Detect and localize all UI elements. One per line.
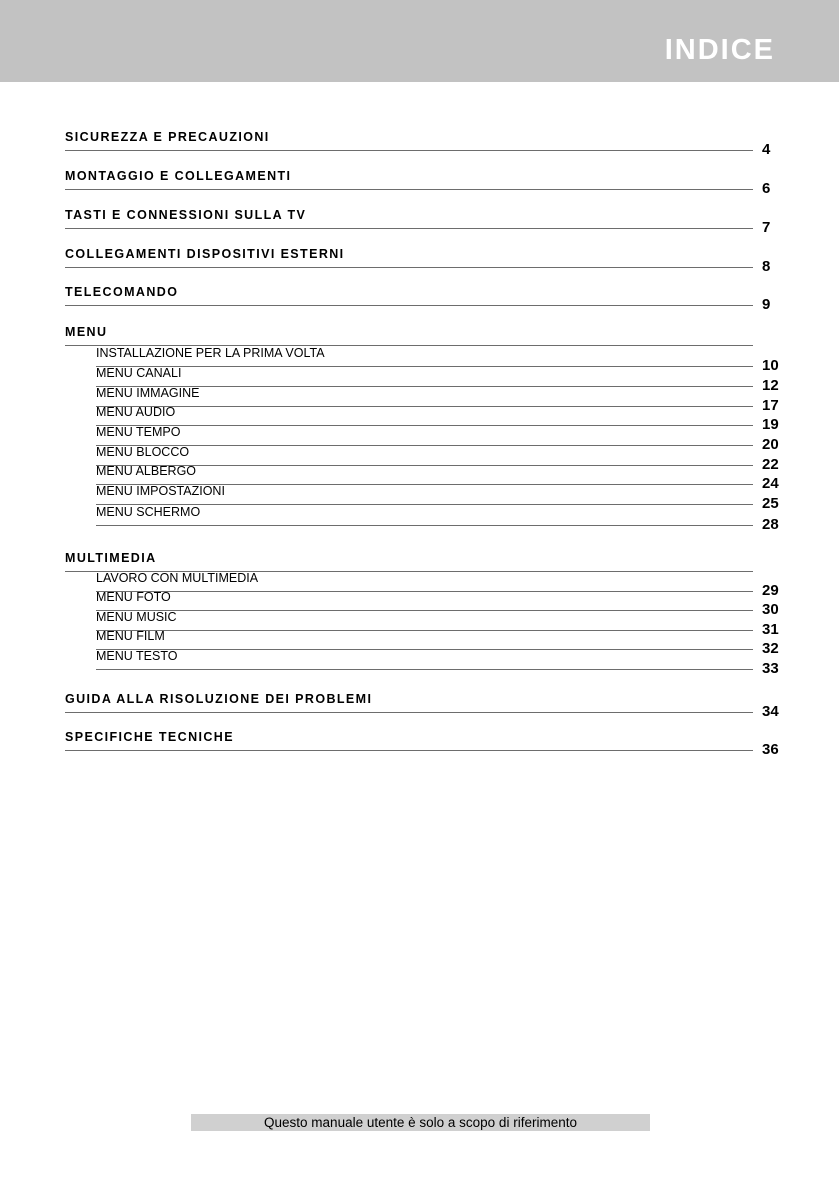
toc-section[interactable] [0, 203, 839, 236]
toc-rule [65, 305, 753, 306]
toc-subsection[interactable] [0, 644, 839, 677]
toc-rule [65, 150, 753, 151]
toc-label: MULTIMEDIA [65, 550, 157, 565]
toc-page-number: 31 [762, 621, 779, 638]
toc-rule [65, 750, 753, 751]
toc-label: LAVORO CON MULTIMEDIA [96, 570, 259, 585]
toc-page-number: 19 [762, 416, 779, 433]
toc-page-number: 17 [762, 397, 779, 414]
toc-label: MENU FOTO [96, 589, 171, 604]
toc-label: MENU IMPOSTAZIONI [96, 483, 225, 498]
toc-section[interactable] [0, 725, 839, 758]
toc-label: MENU [65, 324, 108, 339]
toc-label: SICUREZZA E PRECAUZIONI [65, 129, 270, 144]
toc-page-number: 9 [762, 296, 771, 313]
toc-label: MENU BLOCCO [96, 444, 190, 459]
toc-page-number: 30 [762, 601, 779, 618]
toc-label: MENU AUDIO [96, 404, 176, 419]
toc-page-number: 24 [762, 475, 779, 492]
toc-label: MENU MUSIC [96, 609, 177, 624]
toc-rule [96, 669, 753, 670]
toc-section[interactable] [0, 164, 839, 197]
toc-label: COLLEGAMENTI DISPOSITIVI ESTERNI [65, 246, 345, 261]
toc-section[interactable] [0, 280, 839, 313]
toc-label: MENU TESTO [96, 648, 178, 663]
toc-page-number: 12 [762, 377, 779, 394]
toc-label: SPECIFICHE TECNICHE [65, 729, 234, 744]
toc-page-number: 28 [762, 516, 779, 533]
toc-page-number: 4 [762, 141, 771, 158]
toc-page-number: 33 [762, 660, 779, 677]
toc-rule [65, 228, 753, 229]
toc-section[interactable] [0, 242, 839, 275]
toc-rule [65, 189, 753, 190]
toc-page-number: 8 [762, 258, 771, 275]
toc-label: MENU SCHERMO [96, 504, 201, 519]
toc-label: MENU FILM [96, 628, 165, 643]
toc-page-number: 20 [762, 436, 779, 453]
toc-page-number: 22 [762, 456, 779, 473]
toc-page-number: 29 [762, 582, 779, 599]
toc-page-number: 34 [762, 703, 779, 720]
toc-page-number: 7 [762, 219, 771, 236]
toc-page-number: 25 [762, 495, 779, 512]
toc-label: MENU CANALI [96, 365, 182, 380]
toc-label: MENU ALBERGO [96, 463, 197, 478]
toc-rule [96, 525, 753, 526]
toc-label: MENU TEMPO [96, 424, 181, 439]
toc-label: MENU IMMAGINE [96, 385, 200, 400]
toc-section[interactable] [0, 687, 839, 720]
toc-rule [65, 267, 753, 268]
toc-label: GUIDA ALLA RISOLUZIONE DEI PROBLEMI [65, 691, 373, 706]
toc-label: TASTI E CONNESSIONI SULLA TV [65, 207, 307, 222]
page-title: INDICE [664, 34, 775, 66]
toc-label: TELECOMANDO [65, 284, 179, 299]
toc-page-number: 36 [762, 741, 779, 758]
toc-page-number: 10 [762, 357, 779, 374]
toc-rule [65, 712, 753, 713]
toc-section[interactable] [0, 125, 839, 158]
toc-label: MONTAGGIO E COLLEGAMENTI [65, 168, 292, 183]
toc-page-number: 32 [762, 640, 779, 657]
toc-label: INSTALLAZIONE PER LA PRIMA VOLTA [96, 345, 325, 360]
footer-note: Questo manuale utente è solo a scopo di riferimento [191, 1114, 650, 1131]
toc-subsection[interactable] [0, 500, 839, 533]
toc-page-number: 6 [762, 180, 771, 197]
